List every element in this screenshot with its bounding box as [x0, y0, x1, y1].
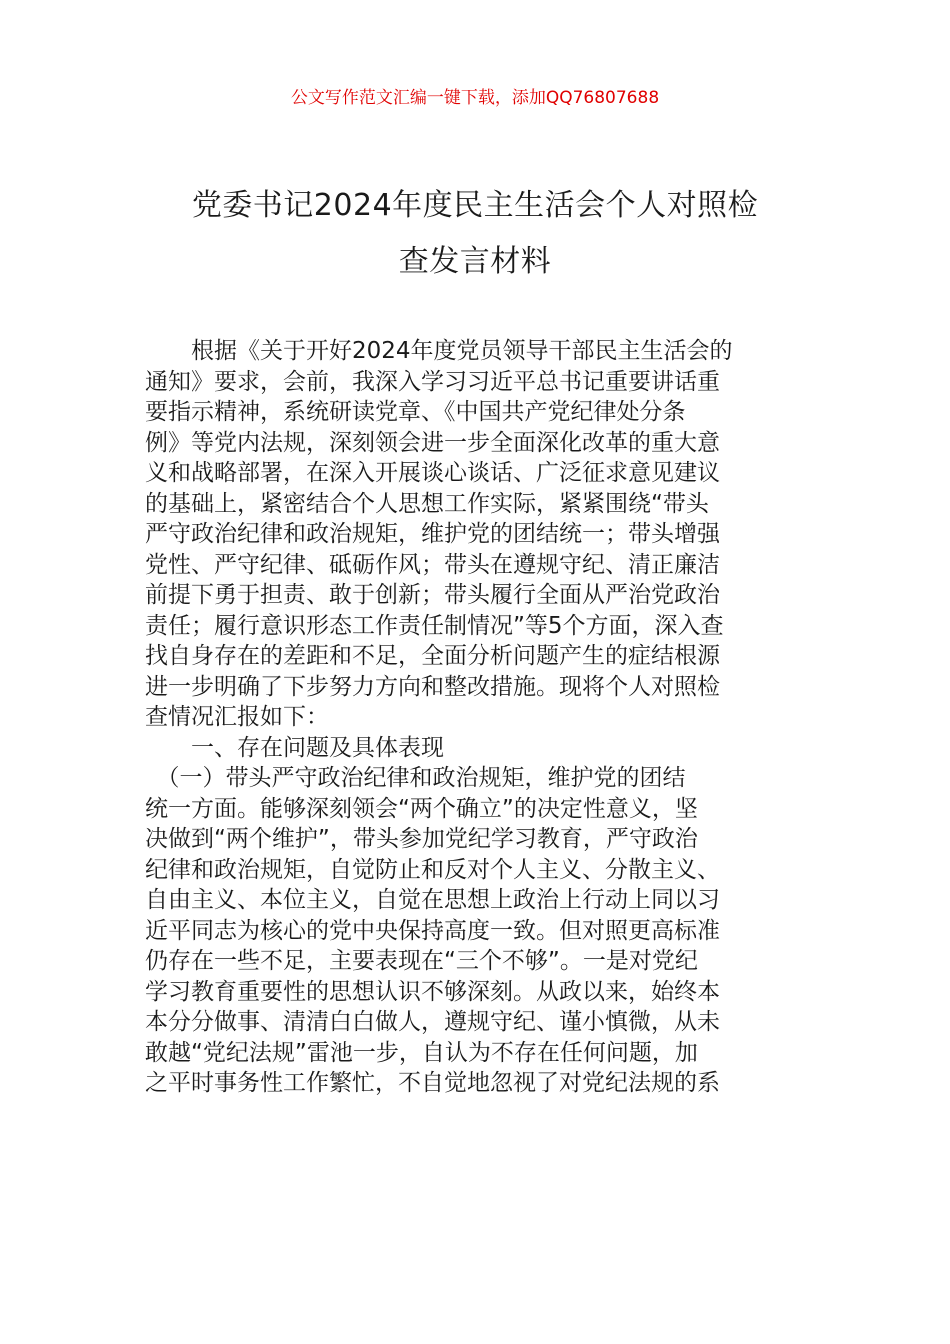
body-line: 义和战略部署，在深入开展谈心谈话、广泛征求意见建议 — [145, 460, 720, 486]
body-line: 通知》要求，会前，我深入学习习近平总书记重要讲话重 — [145, 368, 720, 395]
body-line: 例》等党内法规，深刻领会进一步全面深化改革的重大意 — [145, 429, 720, 456]
body-line: 纪律和政治规矩，自觉防止和反对个人主义、分散主义、 — [145, 856, 720, 883]
body-line: 自由主义、本位主义，自觉在思想上政治上行动上同以习 — [145, 887, 720, 913]
title-line: 查发言材料 — [398, 244, 552, 279]
document-body — [145, 336, 810, 1099]
body-line: 进一步明确了下步努力方向和整改措施。现将个人对照检 — [145, 673, 720, 700]
body-line: 决做到“两个维护”，带头参加党纪学习教育，严守政治 — [145, 826, 698, 852]
promo-banner: 公文写作范文汇编一键下载，添加QQ76807688 — [290, 88, 660, 108]
subsection-heading: （一）带头严守政治纪律和政治规矩，维护党的团结 — [145, 765, 686, 791]
body-line: 的基础上，紧密结合个人思想工作实际，紧紧围绕“带头 — [145, 490, 709, 517]
body-line: 仍存在一些不足，主要表现在“三个不够”。一是对党纪 — [145, 948, 698, 974]
body-line: 敢越“党纪法规”雷池一步，自认为不存在任何问题，加 — [145, 1039, 698, 1066]
body-line: 前提下勇于担责、敢于创新；带头履行全面从严治党政治 — [145, 582, 720, 608]
body-line: 统一方面。能够深刻领会“两个确立”的决定性意义，坚 — [145, 795, 698, 822]
body-line: 要指示精神，系统研读党章、《中国共产党纪律处分条 — [145, 399, 686, 425]
title-line: 党委书记2024年度民主生活会个人对照检 — [191, 188, 759, 223]
body-line: 找自身存在的差距和不足，全面分析问题产生的症结根源 — [145, 643, 720, 669]
section-heading: 一、存在问题及具体表现 — [145, 734, 444, 761]
body-line: 本分分做事、清清白白做人，遵规守纪、谨小慎微，从未 — [145, 1009, 720, 1035]
body-line: 严守政治纪律和政治规矩，维护党的团结统一；带头增强 — [145, 521, 720, 547]
body-line: 近平同志为核心的党中央保持高度一致。但对照更高标准 — [145, 917, 720, 944]
body-line: 之平时事务性工作繁忙，不自觉地忽视了对党纪法规的系 — [145, 1070, 720, 1096]
body-line: 党性、严守纪律、砥砺作风；带头在遵规守纪、清正廉洁 — [145, 551, 720, 578]
body-line: 责任；履行意识形态工作责任制情况”等5个方面，深入查 — [145, 612, 724, 639]
body-line: 查情况汇报如下： — [145, 704, 329, 730]
body-line: 学习教育重要性的思想认识不够深刻。从政以来，始终本 — [145, 978, 720, 1005]
document-title — [120, 178, 830, 290]
body-line: 根据《关于开好2024年度党员领导干部民主生活会的 — [145, 338, 733, 364]
